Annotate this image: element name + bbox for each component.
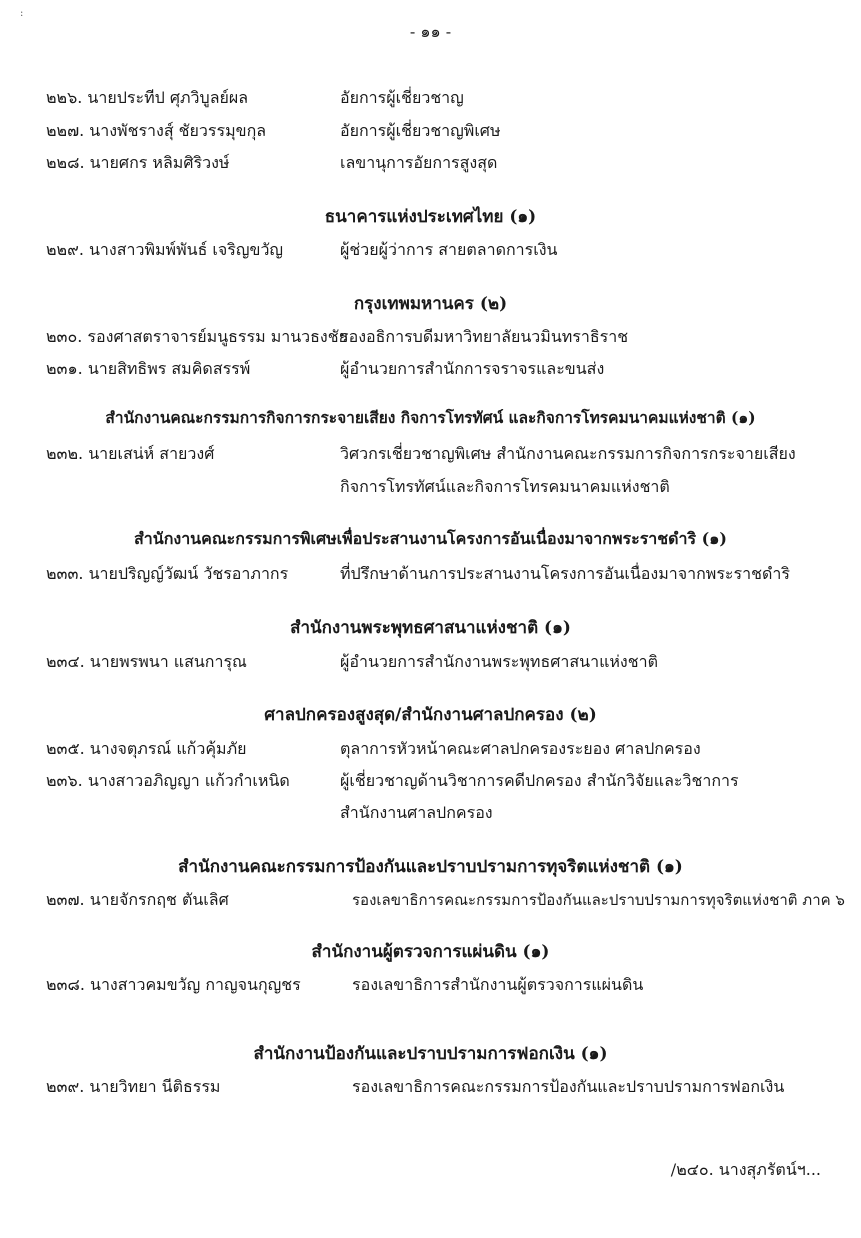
section-heading: สำนักงานป้องกันและปราบปรามการฟอกเงิน (๑) bbox=[253, 1044, 608, 1064]
list-item bbox=[46, 357, 846, 385]
entry-position: ตุลาการหัวหน้าคณะศาลปกครองระยอง ศาลปกครอง bbox=[340, 739, 701, 758]
entry-position: ผู้อำนวยการสำนักการจราจรและขนส่ง bbox=[340, 359, 605, 378]
entry-name: ๒๓๑. นายสิทธิพร สมคิดสรรพ์ bbox=[46, 359, 251, 378]
entry-name: ๒๒๖. นายประทีป ศุภวิบูลย์ผล bbox=[46, 88, 249, 107]
list-item bbox=[46, 86, 846, 114]
entry-position: วิศวกรเชี่ยวชาญพิเศษ สำนักงานคณะกรรมการกิจการกระจายเสียง bbox=[340, 444, 796, 463]
entry-name: ๒๓๓. นายปริญญ์วัฒน์ วัชรอาภากร bbox=[46, 564, 289, 583]
section-heading: สำนักงานพระพุทธศาสนาแห่งชาติ (๑) bbox=[290, 618, 571, 638]
entry-name: ๒๓๙. นายวิทยา นีติธรรม bbox=[46, 1077, 221, 1096]
entry-name: ๒๒๘. นายศกร หลิมศิริวงษ์ bbox=[46, 153, 230, 172]
entry-name: ๒๓๔. นายพรพนา แสนการุณ bbox=[46, 652, 247, 671]
list-item bbox=[46, 442, 846, 470]
entry-name: ๒๓๒. นายเสน่ห์ สายวงศ์ bbox=[46, 444, 215, 463]
list-item bbox=[46, 973, 846, 1001]
entry-position: อัยการผู้เชี่ยวชาญพิเศษ bbox=[340, 121, 501, 140]
entry-position: อัยการผู้เชี่ยวชาญ bbox=[340, 88, 464, 107]
entry-name: ๒๒๙. นางสาวพิมพ์พันธ์ เจริญขวัญ bbox=[46, 240, 284, 259]
continuation-footer: /๒๔๐. นางสุภรัตน์ฯ... bbox=[670, 1160, 821, 1179]
section-heading: ศาลปกครองสูงสุด/สำนักงานศาลปกครอง (๒) bbox=[264, 705, 597, 725]
entry-position: ผู้เชี่ยวชาญด้านวิชาการคดีปกครอง สำนักวิจัยและวิชาการ bbox=[340, 771, 739, 790]
entry-position: รองเลขาธิการคณะกรรมการป้องกันและปราบปรามการทุจริตแห่งชาติ ภาค ๖ bbox=[352, 891, 845, 909]
entry-name: ๒๓๐. รองศาสตราจารย์มนูธรรม มานวธงชัย bbox=[46, 327, 348, 346]
entry-position: ผู้ช่วยผู้ว่าการ สายตลาดการเงิน bbox=[340, 240, 558, 259]
entry-position: รองเลขาธิการสำนักงานผู้ตรวจการแผ่นดิน bbox=[352, 975, 644, 994]
entry-position: เลขานุการอัยการสูงสุด bbox=[340, 153, 498, 172]
section-heading: สำนักงานผู้ตรวจการแผ่นดิน (๑) bbox=[311, 942, 550, 962]
entry-name: ๒๓๗. นายจักรกฤช ตันเลิศ bbox=[46, 890, 229, 909]
entry-position: ผู้อำนวยการสำนักงานพระพุทธศาสนาแห่งชาติ bbox=[340, 652, 658, 671]
list-item bbox=[46, 737, 846, 765]
list-item bbox=[46, 1075, 846, 1103]
entry-position-continued: สำนักงานศาลปกครอง bbox=[340, 803, 493, 822]
list-item bbox=[46, 238, 846, 266]
section-heading: กรุงเทพมหานคร (๒) bbox=[353, 294, 508, 314]
list-item bbox=[46, 151, 846, 179]
section-heading: สำนักงานคณะกรรมการป้องกันและปราบปรามการทุจริตแห่งชาติ (๑) bbox=[178, 857, 683, 877]
list-item bbox=[46, 325, 846, 353]
list-item bbox=[46, 888, 845, 916]
section-heading: สำนักงานคณะกรรมการกิจการกระจายเสียง กิจการโทรทัศน์ และกิจการโทรคมนาคมแห่งชาติ (๑) bbox=[105, 408, 756, 427]
entry-name: ๒๓๘. นางสาวคมขวัญ กาญจนกุญชร bbox=[46, 975, 301, 994]
list-item bbox=[46, 562, 846, 590]
list-item bbox=[46, 650, 846, 678]
list-item bbox=[46, 769, 846, 797]
entry-name: ๒๒๗. นางพัชรางสุ์ ชัยวรรมุขกุล bbox=[46, 121, 267, 140]
section-heading: สำนักงานคณะกรรมการพิเศษเพื่อประสานงานโครงการอันเนื่องมาจากพระราชดำริ (๑) bbox=[134, 529, 727, 548]
entry-name: ๒๓๕. นางจตุภรณ์ แก้วคุ้มภัย bbox=[46, 739, 247, 758]
entry-name: ๒๓๖. นางสาวอภิญญา แก้วกำเหนิด bbox=[46, 771, 290, 790]
entry-position: รองอธิการบดีมหาวิทยาลัยนวมินทราธิราช bbox=[340, 327, 629, 346]
entry-position: รองเลขาธิการคณะกรรมการป้องกันและปราบปรามการฟอกเงิน bbox=[352, 1077, 785, 1096]
corner-mark: : bbox=[20, 8, 24, 19]
page-number: - ๑๑ - bbox=[409, 22, 452, 41]
entry-position-continued: กิจการโทรทัศน์และกิจการโทรคมนาคมแห่งชาติ bbox=[340, 477, 670, 496]
entry-position: ที่ปรึกษาด้านการประสานงานโครงการอันเนื่องมาจากพระราชดำริ bbox=[340, 564, 790, 583]
list-item bbox=[46, 119, 846, 147]
section-heading: ธนาคารแห่งประเทศไทย (๑) bbox=[324, 207, 537, 227]
